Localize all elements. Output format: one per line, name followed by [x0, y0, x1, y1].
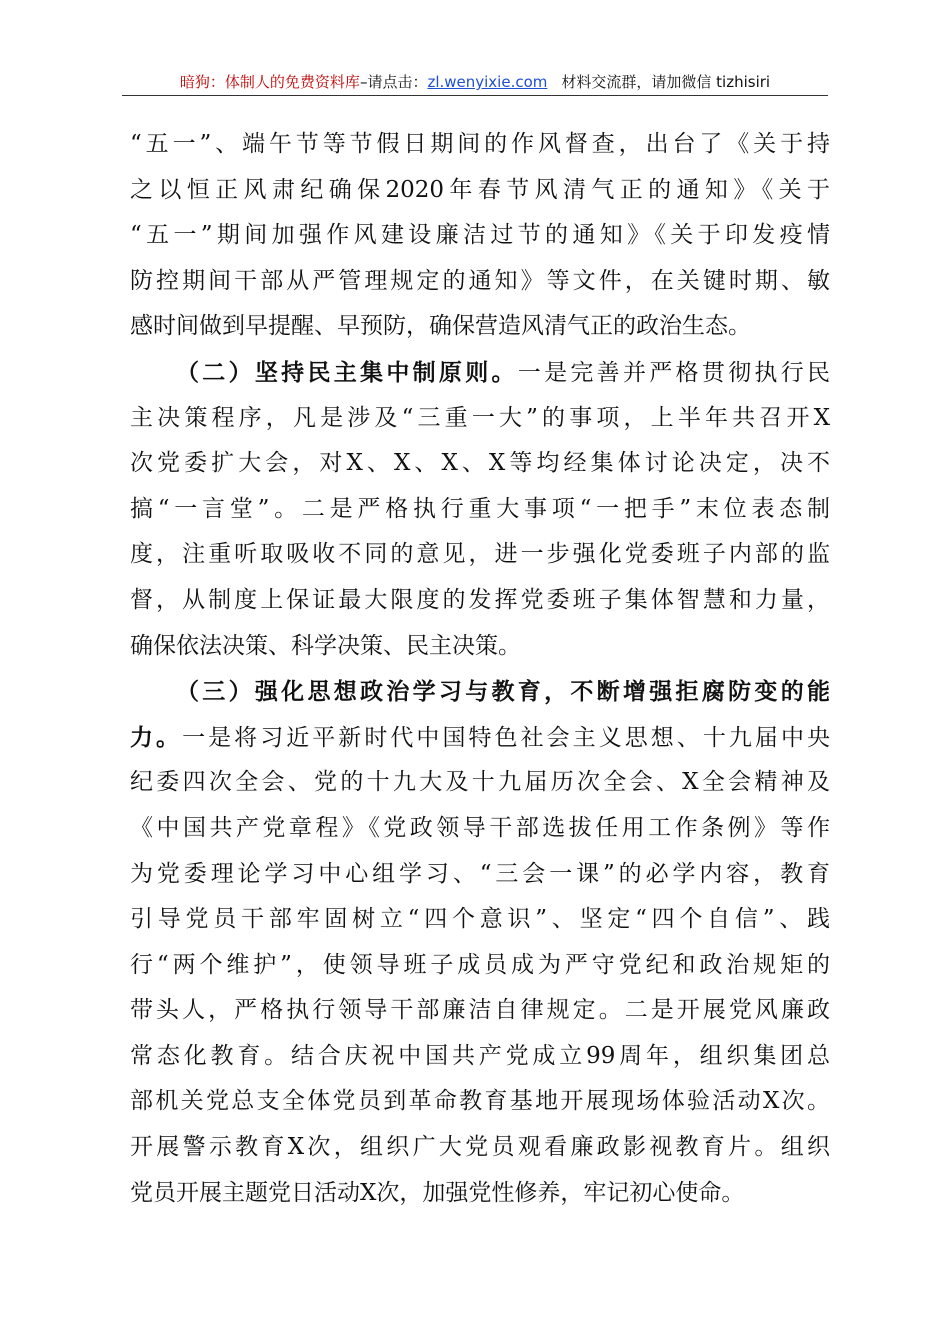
- paragraph-line: “五一”期间加强作风建设廉洁过节的通知》《关于印发疫情: [130, 222, 830, 249]
- paragraph-line: 《中国共产党章程》《党政领导干部选拔任用工作条例》等作: [130, 814, 830, 841]
- paragraph-line: 带头人，严格执行领导干部廉洁自律规定。二是开展党风廉政: [130, 997, 830, 1024]
- paragraph-line: 主决策程序，凡是涉及“三重一大”的事项，上半年共召开X: [130, 404, 830, 431]
- paragraph-line: 纪委四次全会、党的十九大及十九届历次全会、X全会精神及: [130, 769, 830, 796]
- paragraph-text: 一是完善并严格贯彻执行民: [517, 359, 831, 386]
- paragraph-line: 感时间做到早提醒、早预防，确保营造风清气正的政治生态。: [130, 313, 751, 340]
- paragraph-line: [130, 715, 830, 761]
- paragraph-line: 防控期间干部从严管理规定的通知》等文件，在关键时期、敏: [130, 267, 830, 294]
- page-header: [120, 70, 830, 94]
- document-body: [130, 122, 830, 1216]
- paragraph-line: 常态化教育。结合庆祝中国共产党成立99周年，组织集团总: [130, 1042, 830, 1069]
- paragraph-first-line: [130, 669, 830, 715]
- header-wechat-text: 材料交流群，请加微信 tizhisiri: [561, 73, 771, 91]
- paragraph-line: 次党委扩大会，对X、X、X、X等均经集体讨论决定，决不: [130, 450, 830, 477]
- paragraph-line: 督，从制度上保证最大限度的发挥党委班子集体智慧和力量，: [130, 586, 830, 613]
- paragraph-line: 引导党员干部牢固树立“四个意识”、坚定“四个自信”、践: [130, 906, 830, 933]
- paragraph-line: 部机关党总支全体党员到革命教育基地开展现场体验活动X次。: [130, 1088, 830, 1115]
- paragraph-line: 度，注重听取吸收不同的意见，进一步强化党委班子内部的监: [130, 541, 830, 568]
- paragraph-line: 搞“一言堂”。二是严格执行重大事项“一把手”末位表态制: [130, 495, 830, 522]
- paragraph-line: 为党委理论学习中心组学习、“三会一课”的必学内容，教育: [130, 860, 830, 887]
- section-heading: （二）坚持民主集中制原则。: [176, 358, 518, 386]
- paragraph-first-line: [130, 350, 830, 396]
- paragraph-line: 确保依法决策、科学决策、民主决策。: [130, 632, 521, 659]
- paragraph-line: 之以恒正风肃纪确保2020年春节风清气正的通知》《关于: [130, 176, 830, 203]
- header-brand-text: 暗狗：体制人的免费资料库: [179, 73, 360, 91]
- paragraph-text: 一是将习近平新时代中国特色社会主义思想、十九届中央: [182, 724, 831, 751]
- paragraph-line: 开展警示教育X次，组织广大党员观看廉政影视教育片。组织: [130, 1134, 830, 1161]
- header-link[interactable]: zl.wenyixie.com: [427, 73, 548, 91]
- paragraph-line: “五一”、端午节等节假日期间的作风督查，出台了《关于持: [130, 131, 830, 157]
- section-heading: （三）强化思想政治学习与教育，不断增强拒腐防变的能: [176, 678, 830, 706]
- header-divider: [122, 95, 828, 96]
- paragraph-line: 党员开展主题党日活动X次，加强党性修养，牢记初心使命。: [130, 1179, 745, 1206]
- section-heading-cont: 力。: [130, 723, 183, 751]
- header-prompt-text: –请点击：: [359, 73, 428, 91]
- paragraph-line: 行“两个维护”，使领导班子成员成为严守党纪和政治规矩的: [130, 951, 830, 978]
